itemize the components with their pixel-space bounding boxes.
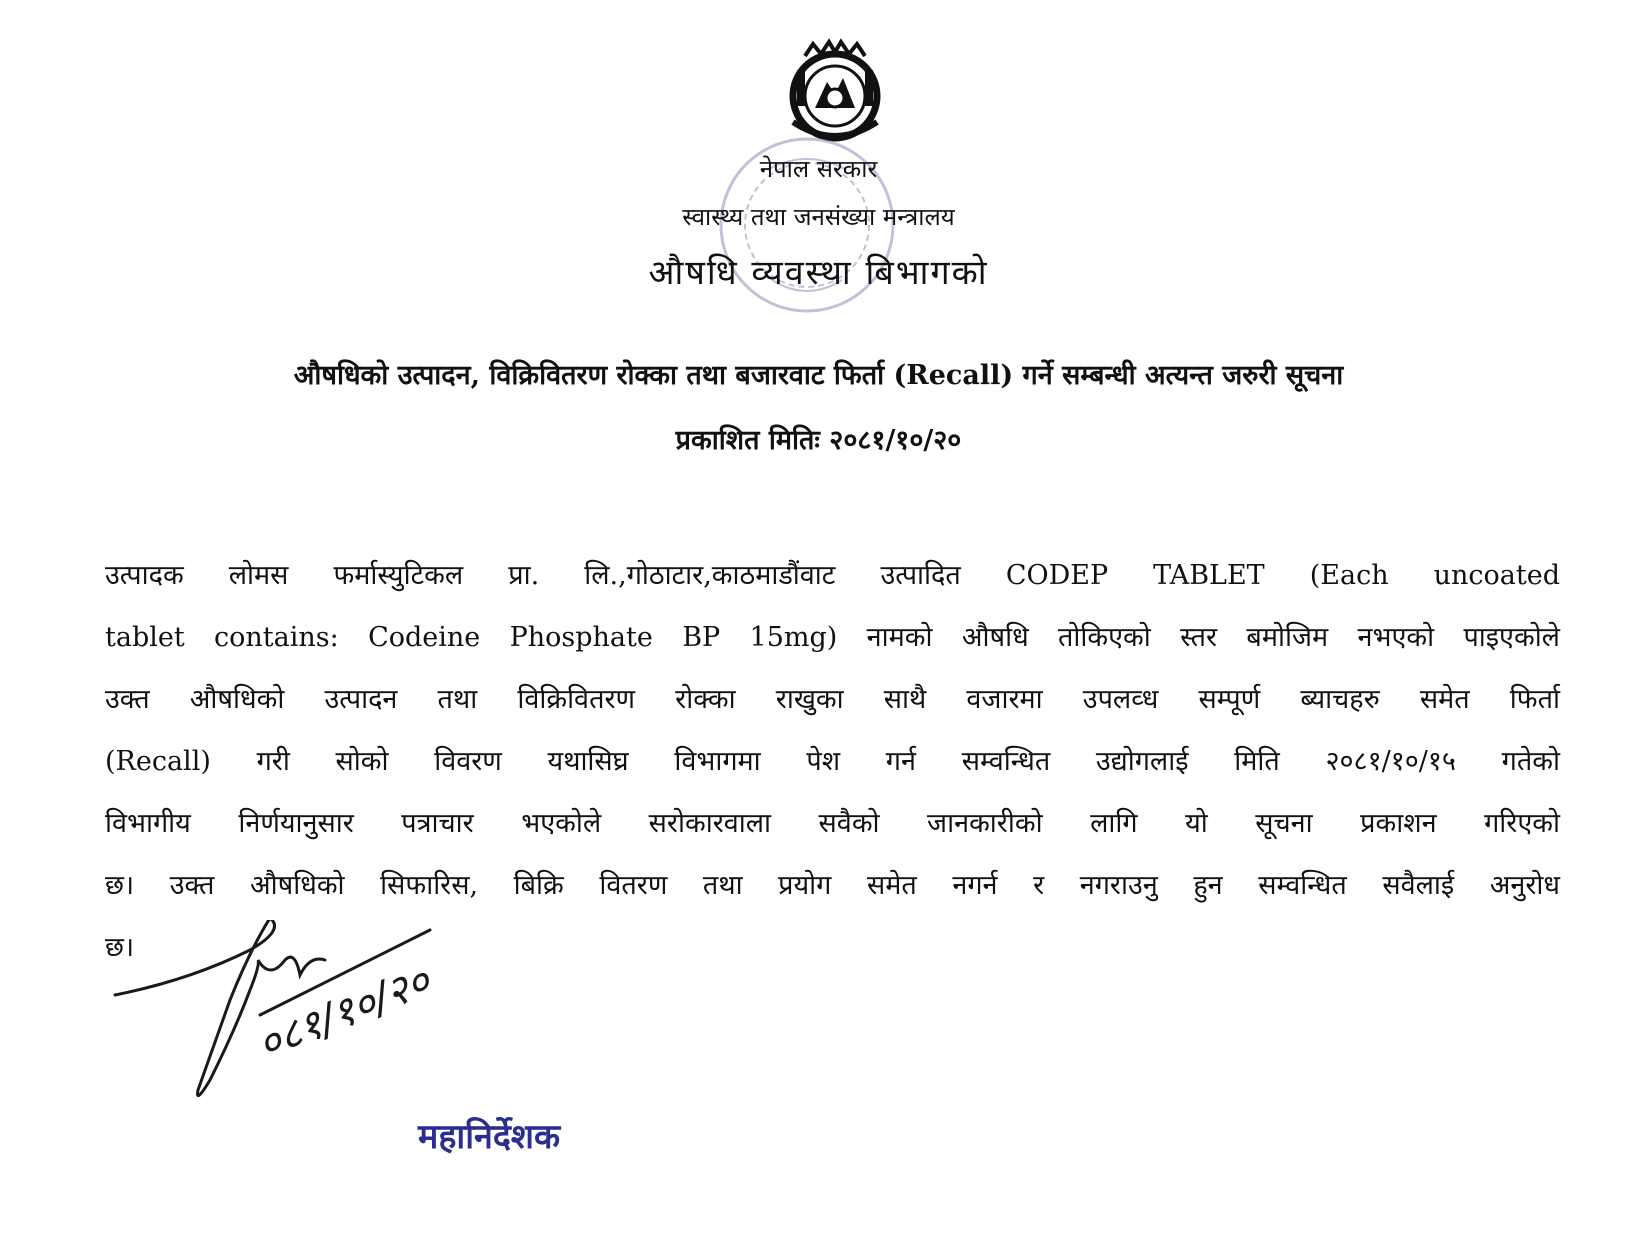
handwritten-signature — [110, 920, 500, 1120]
ministry-name: स्वास्थ्य तथा जनसंख्या मन्त्रालय — [682, 203, 955, 231]
body-line: छ। — [105, 932, 135, 963]
body-line: उत्पादक लोमस फर्मास्युटिकल प्रा. लि.,गोठाटार,काठमाडौंवाट उत्पादित CODEP TABLET (Each uncoated — [105, 560, 1560, 591]
body-line: विभागीय निर्णयानुसार पत्राचार भएकोले सरोकारवाला सवैको जानकारीको लागि यो सूचना प्रकाशन गरिएको — [105, 808, 1560, 839]
notice-body — [105, 545, 1560, 979]
published-date: प्रकाशित मितिः २०८१/१०/२० — [675, 425, 962, 456]
body-line: उक्त औषधिको उत्पादन तथा विक्रिवितरण रोक्का राखुका साथै वजारमा उपलव्ध सम्पूर्ण ब्याचहरु समेत फिर्ता — [105, 684, 1560, 715]
body-line: छ। उक्त औषधिको सिफारिस, बिक्रि वितरण तथा प्रयोग समेत नगर्न र नगराउनु हुन सम्वन्धित सवैलाई अनुरोध — [105, 870, 1560, 901]
government-name: नेपाल सरकार — [759, 155, 878, 183]
signature-date: ०८१/१०/२० — [250, 955, 437, 1070]
body-line: tablet contains: Codeine Phosphate BP 15mg) नामको औषधि तोकिएको स्तर बमोजिम नभएको पाइएकोले — [105, 622, 1560, 653]
signatory-title: महानिर्देशक — [418, 1117, 561, 1157]
department-name: औषधि व्यवस्था बिभागको — [648, 253, 989, 293]
notice-title: औषधिको उत्पादन, विक्रिवितरण रोक्का तथा बजारवाट फिर्ता (Recall) गर्ने सम्बन्धी अत्यन्त जरुरी सूचना — [293, 360, 1344, 391]
body-line: (Recall) गरी सोको विवरण यथासिघ्र विभागमा पेश गर्न सम्वन्धित उद्योगलाई मिति २०८१/१०/१५ गतेको — [105, 746, 1560, 777]
